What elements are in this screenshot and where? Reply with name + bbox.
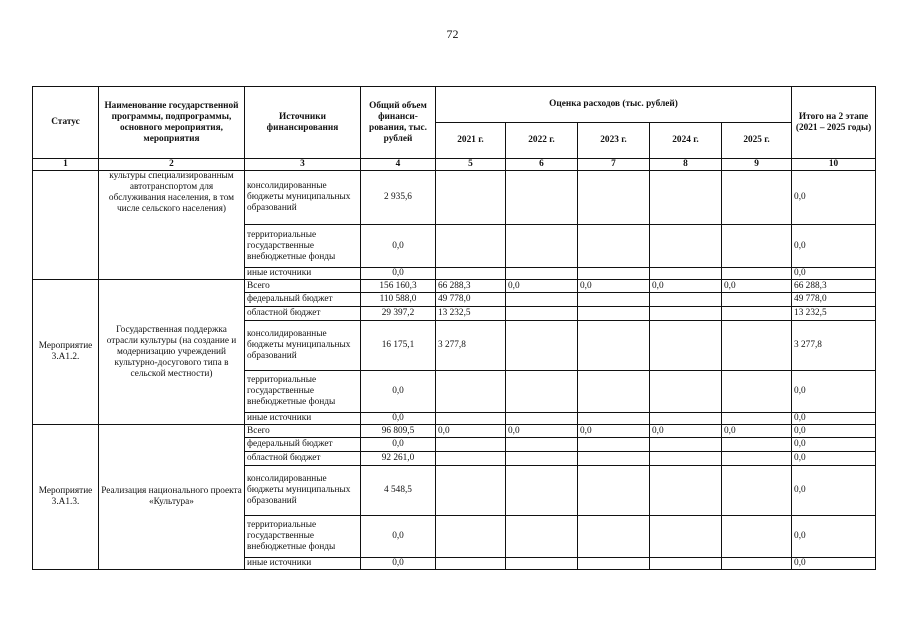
total-cell: 0,0 — [361, 438, 436, 452]
header-name: Наименование государственной программы, подпрограммы, основного мероприятия, мероприятия — [99, 87, 245, 159]
y2022-cell — [506, 293, 578, 307]
header-year-2025: 2025 г. — [722, 123, 792, 159]
itogo-cell: 49 778,0 — [792, 293, 876, 307]
itogo-cell: 0,0 — [792, 516, 876, 558]
y2024-cell — [650, 371, 722, 413]
itogo-cell: 0,0 — [792, 413, 876, 425]
y2021-cell — [436, 171, 506, 225]
table-row — [33, 280, 876, 293]
y2022-cell: 0,0 — [506, 280, 578, 293]
y2025-cell — [722, 268, 792, 280]
y2021-cell — [436, 516, 506, 558]
y2024-cell — [650, 452, 722, 466]
y2023-cell: 0,0 — [578, 425, 650, 438]
y2025-cell: 0,0 — [722, 280, 792, 293]
source-cell: консолидированные бюджеты муниципальных образований — [245, 466, 361, 516]
column-index: 9 — [722, 159, 792, 171]
y2022-cell — [506, 466, 578, 516]
y2025-cell — [722, 371, 792, 413]
total-cell: 96 809,5 — [361, 425, 436, 438]
itogo-cell: 0,0 — [792, 452, 876, 466]
y2024-cell — [650, 558, 722, 570]
itogo-cell: 0,0 — [792, 268, 876, 280]
y2021-cell: 3 277,8 — [436, 321, 506, 371]
source-cell: иные источники — [245, 558, 361, 570]
y2025-cell — [722, 438, 792, 452]
table-row — [33, 171, 876, 225]
y2025-cell — [722, 321, 792, 371]
event-name-cell: Реализация национального проекта «Культура» — [99, 425, 245, 570]
column-index: 2 — [99, 159, 245, 171]
y2023-cell — [578, 371, 650, 413]
y2023-cell — [578, 268, 650, 280]
itogo-cell: 0,0 — [792, 371, 876, 413]
source-cell: областной бюджет — [245, 307, 361, 321]
y2021-cell — [436, 558, 506, 570]
y2023-cell — [578, 413, 650, 425]
y2021-cell — [436, 268, 506, 280]
y2021-cell — [436, 438, 506, 452]
y2022-cell — [506, 268, 578, 280]
total-cell: 29 397,2 — [361, 307, 436, 321]
y2021-cell — [436, 452, 506, 466]
y2025-cell — [722, 516, 792, 558]
y2025-cell — [722, 293, 792, 307]
y2024-cell — [650, 516, 722, 558]
y2025-cell — [722, 307, 792, 321]
financing-table — [32, 86, 876, 570]
source-cell: областной бюджет — [245, 452, 361, 466]
total-cell: 0,0 — [361, 413, 436, 425]
y2021-cell — [436, 225, 506, 268]
y2021-cell — [436, 413, 506, 425]
y2023-cell — [578, 558, 650, 570]
y2025-cell — [722, 413, 792, 425]
y2022-cell — [506, 413, 578, 425]
y2022-cell: 0,0 — [506, 425, 578, 438]
y2024-cell — [650, 293, 722, 307]
y2021-cell — [436, 466, 506, 516]
y2024-cell — [650, 171, 722, 225]
y2024-cell — [650, 438, 722, 452]
header-year-2024: 2024 г. — [650, 123, 722, 159]
total-cell: 16 175,1 — [361, 321, 436, 371]
source-cell: территориальные государственные внебюджетные фонды — [245, 225, 361, 268]
y2022-cell — [506, 321, 578, 371]
column-index: 4 — [361, 159, 436, 171]
y2021-cell: 66 288,3 — [436, 280, 506, 293]
status-cell: Мероприятие 3.А1.3. — [33, 425, 99, 570]
itogo-cell: 3 277,8 — [792, 321, 876, 371]
event-name-cell: культуры специализированным автотранспортом для обслуживания населения, в том числе сельского населения) — [99, 171, 245, 280]
itogo-cell: 66 288,3 — [792, 280, 876, 293]
column-index: 8 — [650, 159, 722, 171]
source-cell: иные источники — [245, 268, 361, 280]
column-index: 10 — [792, 159, 876, 171]
y2024-cell — [650, 466, 722, 516]
y2023-cell — [578, 516, 650, 558]
y2021-cell: 13 232,5 — [436, 307, 506, 321]
header-estimate: Оценка расходов (тыс. рублей) — [436, 87, 792, 123]
y2023-cell — [578, 321, 650, 371]
y2021-cell — [436, 371, 506, 413]
header-itogo: Итого на 2 этапе (2021 – 2025 годы) — [792, 87, 876, 159]
y2022-cell — [506, 171, 578, 225]
y2024-cell — [650, 225, 722, 268]
y2022-cell — [506, 516, 578, 558]
header-total: Общий объем финанси-рования, тыс. рублей — [361, 87, 436, 159]
table-row — [33, 425, 876, 438]
status-cell — [33, 171, 99, 280]
y2025-cell — [722, 452, 792, 466]
itogo-cell: 0,0 — [792, 438, 876, 452]
total-cell: 0,0 — [361, 225, 436, 268]
column-index-row — [33, 159, 876, 171]
y2023-cell — [578, 293, 650, 307]
y2022-cell — [506, 307, 578, 321]
total-cell: 0,0 — [361, 558, 436, 570]
source-cell: иные источники — [245, 413, 361, 425]
source-cell: федеральный бюджет — [245, 293, 361, 307]
total-cell: 92 261,0 — [361, 452, 436, 466]
y2024-cell — [650, 268, 722, 280]
y2024-cell — [650, 413, 722, 425]
column-index: 3 — [245, 159, 361, 171]
header-year-2022: 2022 г. — [506, 123, 578, 159]
y2025-cell — [722, 171, 792, 225]
source-cell: территориальные государственные внебюджетные фонды — [245, 371, 361, 413]
column-index: 6 — [506, 159, 578, 171]
status-cell: Мероприятие 3.А1.2. — [33, 280, 99, 425]
y2023-cell: 0,0 — [578, 280, 650, 293]
source-cell: территориальные государственные внебюджетные фонды — [245, 516, 361, 558]
y2024-cell — [650, 307, 722, 321]
source-cell: федеральный бюджет — [245, 438, 361, 452]
source-cell: консолидированные бюджеты муниципальных образований — [245, 321, 361, 371]
total-cell: 2 935,6 — [361, 171, 436, 225]
y2025-cell — [722, 225, 792, 268]
y2022-cell — [506, 558, 578, 570]
y2022-cell — [506, 438, 578, 452]
source-cell: Всего — [245, 425, 361, 438]
header-year-2021: 2021 г. — [436, 123, 506, 159]
source-cell: Всего — [245, 280, 361, 293]
total-cell: 0,0 — [361, 371, 436, 413]
total-cell: 110 588,0 — [361, 293, 436, 307]
y2023-cell — [578, 452, 650, 466]
y2023-cell — [578, 307, 650, 321]
itogo-cell: 0,0 — [792, 171, 876, 225]
total-cell: 0,0 — [361, 268, 436, 280]
page-number: 72 — [446, 27, 459, 41]
y2024-cell: 0,0 — [650, 280, 722, 293]
total-cell: 0,0 — [361, 516, 436, 558]
y2023-cell — [578, 171, 650, 225]
total-cell: 4 548,5 — [361, 466, 436, 516]
itogo-cell: 13 232,5 — [792, 307, 876, 321]
y2024-cell: 0,0 — [650, 425, 722, 438]
y2022-cell — [506, 452, 578, 466]
y2022-cell — [506, 371, 578, 413]
y2023-cell — [578, 438, 650, 452]
header-status: Статус — [33, 87, 99, 159]
event-name-cell: Государственная поддержка отрасли культуры (на создание и модернизацию учреждений культурно-досугового типа в сельской местности) — [99, 280, 245, 425]
column-index: 7 — [578, 159, 650, 171]
y2023-cell — [578, 466, 650, 516]
header-year-2023: 2023 г. — [578, 123, 650, 159]
total-cell: 156 160,3 — [361, 280, 436, 293]
y2021-cell: 0,0 — [436, 425, 506, 438]
column-index: 1 — [33, 159, 99, 171]
y2021-cell: 49 778,0 — [436, 293, 506, 307]
column-index: 5 — [436, 159, 506, 171]
y2025-cell: 0,0 — [722, 425, 792, 438]
source-cell: консолидированные бюджеты муниципальных образований — [245, 171, 361, 225]
y2025-cell — [722, 466, 792, 516]
itogo-cell: 0,0 — [792, 225, 876, 268]
itogo-cell: 0,0 — [792, 425, 876, 438]
header-sources: Источники финансирования — [245, 87, 361, 159]
y2023-cell — [578, 225, 650, 268]
itogo-cell: 0,0 — [792, 466, 876, 516]
y2024-cell — [650, 321, 722, 371]
itogo-cell: 0,0 — [792, 558, 876, 570]
y2025-cell — [722, 558, 792, 570]
y2022-cell — [506, 225, 578, 268]
